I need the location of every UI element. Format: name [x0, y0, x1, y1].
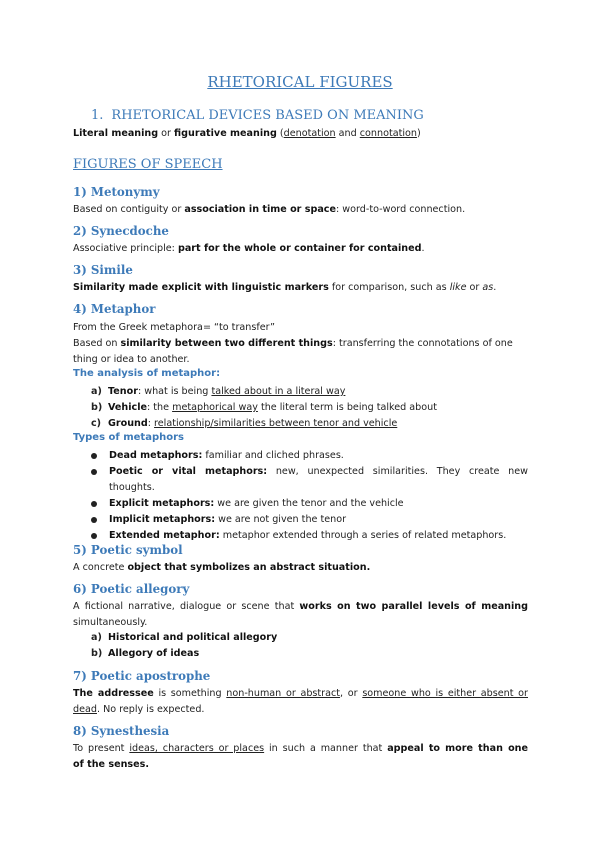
metaphor-line-1: From the Greek metaphora= “to transfer” — [73, 322, 275, 333]
bullet-icon — [91, 501, 97, 507]
metonymy-heading: 1) Metonymy — [73, 185, 160, 199]
symbol-t1: A concrete — [73, 562, 128, 573]
allegory-line-1 — [73, 599, 528, 615]
intro-paren: ( — [276, 128, 284, 139]
analysis-underlined: talked about in a literal way — [211, 386, 346, 397]
intro-close: ) — [416, 128, 421, 139]
apostrophe-line-1 — [73, 686, 528, 702]
type-label: Poetic or vital metaphors: — [109, 466, 268, 477]
type-text: familiar and cliched phrases. — [202, 450, 344, 461]
allegory-l1a: A fictional narrative, dialogue or scene that — [73, 601, 300, 612]
analysis-pre: : what is being — [137, 386, 212, 397]
apostrophe-l2b: . No reply is expected. — [96, 704, 205, 715]
type-text: we are given the tenor and the vehicle — [214, 498, 404, 509]
metaphor-l2a: Based on — [73, 338, 121, 349]
type-text-cont: thoughts. — [109, 482, 155, 493]
simile-t1: Similarity made explicit with linguistic markers — [73, 282, 329, 293]
apostrophe-l2a: dead — [73, 704, 97, 715]
page-title: RHETORICAL FIGURES — [207, 73, 393, 91]
type-label: Extended metaphor: — [109, 530, 220, 541]
bullet-icon — [91, 469, 97, 475]
symbol-t2: object that symbolizes an abstract situation. — [127, 562, 371, 573]
synesthesia-line-2 — [73, 757, 528, 773]
analysis-post: the literal term is being talked about — [257, 402, 437, 413]
figures-heading: FIGURES OF SPEECH — [73, 157, 223, 172]
simile-or: or — [466, 282, 483, 293]
analysis-label: Vehicle — [108, 402, 148, 413]
intro-denotation: denotation — [283, 128, 336, 139]
synesthesia-l1c: in such a manner that — [264, 743, 388, 754]
type-text: new, unexpected similarities. They create new — [267, 466, 528, 477]
allegory-item-text: Historical and political allegory — [108, 632, 278, 643]
symbol-text — [73, 560, 528, 576]
intro-figurative: figurative meaning — [174, 128, 277, 139]
intro-and: and — [335, 128, 360, 139]
section-number: 1. — [91, 108, 104, 123]
intro-connotation: connotation — [359, 128, 417, 139]
apostrophe-l1c: non-human or abstract — [226, 688, 341, 699]
type-label: Explicit metaphors: — [109, 498, 215, 509]
analysis-item — [91, 400, 437, 416]
analysis-underlined: relationship/similarities between tenor and vehicle — [154, 418, 398, 429]
apostrophe-line-2 — [73, 702, 528, 718]
bullet-icon — [91, 453, 97, 459]
allegory-item — [91, 646, 199, 662]
metaphor-line-3: thing or idea to another. — [73, 354, 190, 365]
simile-like: like — [449, 282, 467, 293]
metonymy-t1: Based on contiguity or — [73, 204, 185, 215]
types-heading: Types of metaphors — [73, 432, 184, 443]
analysis-label: Tenor — [108, 386, 138, 397]
analysis-item — [91, 416, 397, 432]
synesthesia-heading: 8) Synesthesia — [73, 724, 170, 738]
type-label: Implicit metaphors: — [109, 514, 216, 525]
metonymy-t3: : word-to-word connection. — [336, 204, 466, 215]
type-text: we are not given the tenor — [215, 514, 347, 525]
allegory-item — [91, 630, 277, 646]
analysis-underlined: metaphorical way — [172, 402, 258, 413]
simile-heading: 3) Simile — [73, 263, 133, 277]
synesthesia-l1d: appeal to more than one — [387, 743, 528, 754]
symbol-heading: 5) Poetic symbol — [73, 543, 183, 557]
apostrophe-heading: 7) Poetic apostrophe — [73, 669, 211, 683]
allegory-l1b: works on two parallel levels of meaning — [299, 601, 528, 612]
type-label: Dead metaphors: — [109, 450, 203, 461]
allegory-line-2: simultaneously. — [73, 617, 148, 628]
metaphor-l2b: similarity between two different things — [120, 338, 333, 349]
synesthesia-l1b: ideas, characters or places — [129, 743, 265, 754]
synesthesia-line-1 — [73, 741, 528, 757]
synesthesia-l2: of the senses. — [73, 759, 149, 770]
simile-t2: for comparison, such as — [328, 282, 450, 293]
synesthesia-l1a: To present — [73, 743, 130, 754]
simile-end: . — [493, 282, 497, 293]
intro-literal: Literal meaning — [73, 128, 159, 139]
bullet-icon — [91, 533, 97, 539]
list-marker: a) — [91, 632, 102, 643]
list-marker: c) — [91, 418, 102, 429]
synecdoche-heading: 2) Synecdoche — [73, 224, 169, 238]
section-heading — [91, 108, 424, 123]
allegory-item-text: Allegory of ideas — [108, 648, 200, 659]
synecdoche-t1: Associative principle: — [73, 243, 178, 254]
allegory-heading: 6) Poetic allegory — [73, 582, 190, 596]
analysis-label: Ground — [108, 418, 148, 429]
bullet-icon — [91, 517, 97, 523]
metaphor-heading: 4) Metaphor — [73, 302, 156, 316]
list-marker: b) — [91, 402, 103, 413]
apostrophe-l1e: someone who is either absent or — [362, 688, 528, 699]
metonymy-text — [73, 202, 528, 218]
metaphor-l2c: : transferring the connotations of one — [332, 338, 513, 349]
apostrophe-l1d: , or — [340, 688, 363, 699]
section-title: RHETORICAL DEVICES BASED ON MEANING — [111, 108, 424, 123]
apostrophe-l1b: is something — [153, 688, 227, 699]
synecdoche-text — [73, 241, 528, 257]
apostrophe-l1a: The addressee — [73, 688, 154, 699]
simile-text — [73, 280, 528, 296]
list-marker: a) — [91, 386, 102, 397]
analysis-pre: : the — [147, 402, 173, 413]
list-marker: b) — [91, 648, 103, 659]
metonymy-t2: association in time or space — [184, 204, 336, 215]
type-text: metaphor extended through a series of related metaphors. — [219, 530, 507, 541]
simile-as: as — [482, 282, 494, 293]
synecdoche-t2: part for the whole or container for contained — [177, 243, 422, 254]
analysis-heading: The analysis of metaphor: — [73, 368, 221, 379]
synecdoche-t3: . — [421, 243, 425, 254]
metaphor-line-2 — [73, 336, 528, 352]
analysis-pre: : — [147, 418, 155, 429]
intro-or: or — [158, 128, 175, 139]
intro-line — [73, 126, 528, 142]
analysis-item — [91, 384, 345, 400]
